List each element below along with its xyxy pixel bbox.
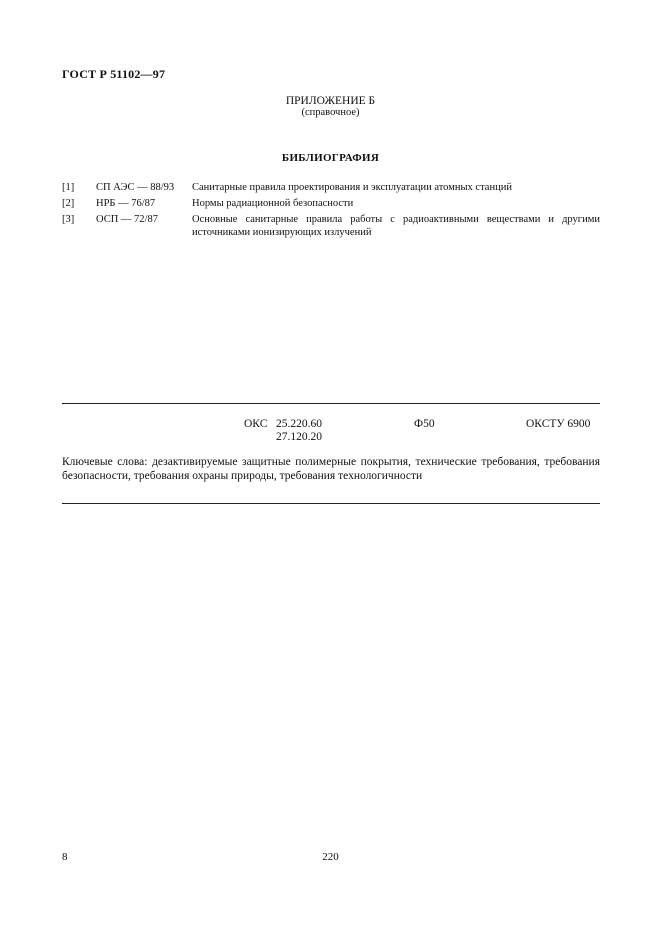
keywords-text: Ключевые слова: дезактивируемые защитные полимерные покрытия, технические требования, требования безопасности, требования охраны природы, требования технологичности	[62, 456, 600, 482]
entry-text: Санитарные правила проектирования и эксплуатации атомных станций	[192, 182, 512, 193]
appendix-subtitle: (справочное)	[301, 107, 360, 118]
entry-code: ОСП — 72/87	[96, 214, 158, 225]
page-number: 8	[62, 851, 68, 863]
okc-code-1: 25.220.60	[276, 418, 322, 430]
entry-code: СП АЭС — 88/93	[96, 182, 175, 193]
bibliography-entry	[62, 213, 600, 239]
bottom-divider	[62, 503, 600, 504]
entry-number: [1]	[62, 182, 75, 193]
group-code: Ф50	[414, 418, 435, 430]
bibliography-title: БИБЛИОГРАФИЯ	[281, 152, 380, 164]
sheet-number: 220	[322, 851, 339, 863]
entry-code: НРБ — 76/87	[96, 198, 156, 209]
entry-number: [3]	[62, 214, 75, 225]
bibliography-entry	[62, 181, 600, 194]
entry-number: [2]	[62, 198, 75, 209]
entry-text: Нормы радиационной безопасности	[192, 198, 354, 209]
appendix-title: ПРИЛОЖЕНИЕ Б	[285, 95, 376, 107]
entry-text: Основные санитарные правила работы с радиоактивными веществами и другими источниками ионизирующих излучений	[192, 214, 600, 238]
okstu-code: ОКСТУ 6900	[526, 418, 591, 430]
standard-id: ГОСТ Р 51102—97	[62, 67, 166, 81]
bibliography-entry	[62, 197, 600, 210]
okc-code-2: 27.120.20	[276, 431, 322, 443]
top-divider	[62, 403, 600, 404]
okc-label: ОКС	[244, 418, 268, 430]
